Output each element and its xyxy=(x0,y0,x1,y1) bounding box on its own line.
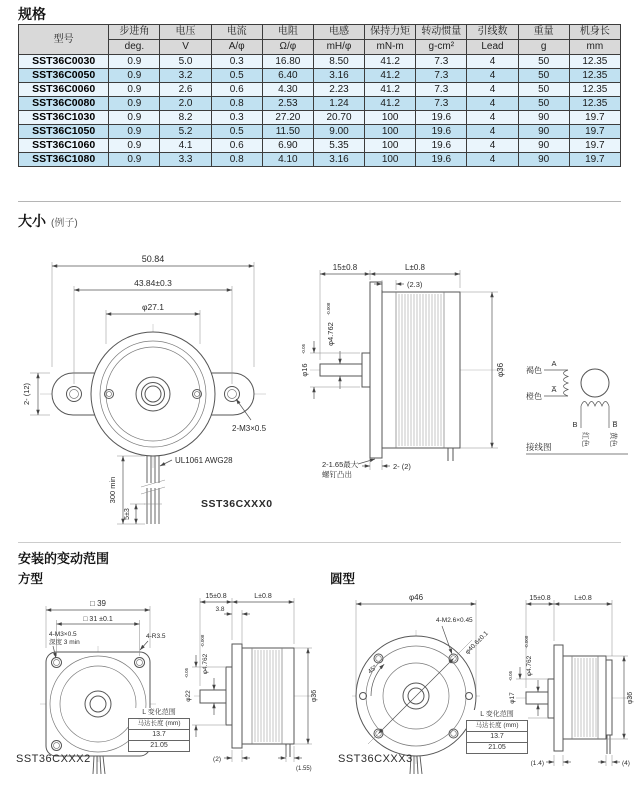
coil-b-symbol xyxy=(581,402,609,407)
spec-table-row xyxy=(19,111,621,125)
spec-value-cell: 12.35 xyxy=(569,97,620,111)
spec-table xyxy=(18,24,621,167)
section-divider xyxy=(18,542,621,543)
l-table-value: 21.05 xyxy=(129,740,189,751)
phase-b-bar-label: B̅ xyxy=(612,420,618,429)
spec-value-cell: 4.10 xyxy=(262,153,313,167)
lead-brown-label: 褐色 xyxy=(526,366,542,375)
square-type-heading: 方型 xyxy=(18,572,44,586)
spec-value-cell: 0.9 xyxy=(109,83,160,97)
dim-front-step-label: (2.3) xyxy=(407,280,423,289)
size-heading-text: 大小 xyxy=(18,213,46,229)
l-table-value: 13.7 xyxy=(129,729,189,740)
spec-value-cell: 4 xyxy=(467,69,518,83)
spec-value-cell: 41.2 xyxy=(365,55,416,69)
shaft-dia-tolerance: -0.008 xyxy=(524,635,529,649)
dim-overall-width-label: 50.84 xyxy=(141,254,165,264)
shaft-dia-tolerance: -0.008 xyxy=(200,634,205,648)
spec-value-cell: 2.0 xyxy=(160,97,211,111)
phase-a-label: A xyxy=(551,359,557,368)
boss-dia-label: φ22 xyxy=(185,690,192,702)
spec-value-cell: 12.35 xyxy=(569,69,620,83)
round-side-view-drawing xyxy=(510,584,636,776)
spec-model-cell: SST36C0060 xyxy=(19,83,109,97)
spec-value-cell: 0.3 xyxy=(211,55,262,69)
dim-plate-label: (2) xyxy=(213,756,221,763)
body-dia-label: φ36 xyxy=(496,362,505,378)
square-model-label: SST36CXXX2 xyxy=(16,753,91,765)
spec-value-cell: 3.16 xyxy=(313,69,364,83)
spec-value-cell: 0.5 xyxy=(211,69,262,83)
spec-value-cell: 100 xyxy=(365,153,416,167)
square-hole-span-label: □ 31 ±0.1 xyxy=(83,616,113,623)
size-front-view-drawing xyxy=(18,236,303,538)
spec-value-cell: 20.70 xyxy=(313,111,364,125)
spec-value-cell: 0.5 xyxy=(211,125,262,139)
wiring-symbols xyxy=(526,359,628,454)
col-header: 步进角 xyxy=(109,25,160,40)
dim-ear-label: 2- (12) xyxy=(22,382,31,406)
size-model-label: SST36CXXX0 xyxy=(201,498,273,510)
col-unit: V xyxy=(160,40,211,55)
spec-value-cell: 1.24 xyxy=(313,97,364,111)
col-header: 保持力矩 xyxy=(365,25,416,40)
boss-dia-label: φ16 xyxy=(300,363,309,377)
spec-value-cell: 90 xyxy=(518,125,569,139)
lead-orange-label: 橙色 xyxy=(526,392,542,401)
bolt-circle-dim-label: φ40.6±0.1 xyxy=(464,630,490,656)
dim-body-length-label: L±0.8 xyxy=(254,593,272,600)
col-header: 电压 xyxy=(160,25,211,40)
spec-value-cell: 90 xyxy=(518,139,569,153)
spec-value-cell: 5.2 xyxy=(160,125,211,139)
spec-value-cell: 4 xyxy=(467,83,518,97)
spec-value-cell: 2.23 xyxy=(313,83,364,97)
dim-hole-span-label: 43.84±0.3 xyxy=(134,278,172,288)
spec-model-cell: SST36C0050 xyxy=(19,69,109,83)
col-unit: g xyxy=(518,40,569,55)
dim-body-length-label: L±0.8 xyxy=(574,595,592,602)
boss-dia-tolerance: -0.05 xyxy=(184,667,189,679)
dim-plate-label: (1.4) xyxy=(530,760,544,767)
spec-value-cell: 100 xyxy=(365,111,416,125)
spec-value-cell: 7.3 xyxy=(416,69,467,83)
spec-value-cell: 5.35 xyxy=(313,139,364,153)
l-table-title: L 变化范围 xyxy=(142,709,176,716)
col-unit: Lead xyxy=(467,40,518,55)
section-divider xyxy=(18,201,621,202)
spec-value-cell: 19.7 xyxy=(569,111,620,125)
round-model-label: SST36CXXX3 xyxy=(338,753,413,765)
col-unit: mH/φ xyxy=(313,40,364,55)
spec-value-cell: 2.53 xyxy=(262,97,313,111)
size-side-view-drawing xyxy=(300,252,512,484)
spec-value-cell: 90 xyxy=(518,153,569,167)
spec-value-cell: 0.9 xyxy=(109,97,160,111)
col-unit: deg. xyxy=(109,40,160,55)
wire-length-label: 300 min xyxy=(108,476,117,504)
spec-value-cell: 50 xyxy=(518,69,569,83)
spec-value-cell: 0.9 xyxy=(109,125,160,139)
spec-value-cell: 0.6 xyxy=(211,83,262,97)
spec-table-row xyxy=(19,125,621,139)
spec-model-cell: SST36C1030 xyxy=(19,111,109,125)
wire-spec-label: UL1061 AWG28 xyxy=(175,456,233,465)
col-header: 引线数 xyxy=(467,25,518,40)
spec-table-row xyxy=(19,97,621,111)
spec-table-row xyxy=(19,153,621,167)
l-table-header: 马达长度 (mm) xyxy=(475,722,519,729)
size-side-outline xyxy=(310,282,505,461)
strip-length-label: 5±3 xyxy=(124,508,131,520)
spec-model-cell: SST36C1050 xyxy=(19,125,109,139)
spec-value-cell: 27.20 xyxy=(262,111,313,125)
spec-value-cell: 11.50 xyxy=(262,125,313,139)
screw-protrusion-note-1: 2-1.65最大 xyxy=(322,460,359,469)
spec-value-cell: 90 xyxy=(518,111,569,125)
col-unit: mm xyxy=(569,40,620,55)
spec-table-body xyxy=(19,55,621,167)
spec-value-cell: 5.0 xyxy=(160,55,211,69)
dim-pins-label: 2- (2) xyxy=(393,462,411,471)
spec-value-cell: 4 xyxy=(467,111,518,125)
wiring-diagram-label: 接线图 xyxy=(526,442,552,452)
spec-table-header xyxy=(19,25,621,55)
spec-model-cell: SST36C0030 xyxy=(19,55,109,69)
phase-b-label: B xyxy=(572,420,578,429)
size-section-heading xyxy=(18,211,78,231)
spec-value-cell: 12.35 xyxy=(569,83,620,97)
spec-model-cell: SST36C0080 xyxy=(19,97,109,111)
spec-value-cell: 41.2 xyxy=(365,69,416,83)
spec-table-row xyxy=(19,83,621,97)
round-outer-dim-label: φ46 xyxy=(408,593,424,602)
spec-value-cell: 19.7 xyxy=(569,125,620,139)
spec-value-cell: 8.50 xyxy=(313,55,364,69)
dim-shaft-ext-label: 15±0.8 xyxy=(529,595,551,602)
spec-value-cell: 3.2 xyxy=(160,69,211,83)
col-unit: A/φ xyxy=(211,40,262,55)
screw-protrusion-note-2: 螺钉凸出 xyxy=(322,470,352,479)
square-tap-label: 4-M3×0.5 xyxy=(49,631,77,638)
spec-value-cell: 19.7 xyxy=(569,139,620,153)
col-unit: mN-m xyxy=(365,40,416,55)
spec-value-cell: 4 xyxy=(467,55,518,69)
l-table-header: 马达长度 (mm) xyxy=(137,720,181,727)
size-heading-note: (例子) xyxy=(51,218,78,229)
spec-value-cell: 19.6 xyxy=(416,139,467,153)
spec-value-cell: 8.2 xyxy=(160,111,211,125)
l-table-value: 13.7 xyxy=(467,731,527,742)
l-range-table-square xyxy=(128,708,190,752)
spec-value-cell: 0.9 xyxy=(109,55,160,69)
spec-value-cell: 0.8 xyxy=(211,153,262,167)
spec-value-cell: 16.80 xyxy=(262,55,313,69)
body-dia-label: φ36 xyxy=(311,689,318,703)
l-table-value: 21.05 xyxy=(467,742,527,753)
spec-model-cell: SST36C1080 xyxy=(19,153,109,167)
round-tap-label: 4-M2.6×0.45 xyxy=(436,617,473,624)
col-header: 重量 xyxy=(518,25,569,40)
spec-value-cell: 41.2 xyxy=(365,97,416,111)
shaft-dia-tolerance: -0.008 xyxy=(326,302,331,316)
lead-yellow-label: 黄色 xyxy=(609,432,618,447)
spec-value-cell: 100 xyxy=(365,125,416,139)
dim-rear-label: (4) xyxy=(622,760,630,767)
dim-shaft-ext-label: 15±0.8 xyxy=(205,593,227,600)
dim-shaft-ext-label: 15±0.8 xyxy=(332,263,358,272)
l-range-table-round xyxy=(466,710,528,754)
wiring-diagram xyxy=(524,336,632,466)
spec-value-cell: 0.3 xyxy=(211,111,262,125)
tap-size-label: 2-M3×0.5 xyxy=(232,424,267,433)
shaft-dia-label: φ4.762 xyxy=(202,653,209,675)
body-dia-label: φ36 xyxy=(627,691,634,705)
spec-value-cell: 7.3 xyxy=(416,97,467,111)
square-outer-dim-label: □ 39 xyxy=(90,599,106,608)
spec-value-cell: 19.7 xyxy=(569,153,620,167)
round-angle-label: 45° xyxy=(366,663,379,676)
square-side-outline xyxy=(194,644,314,757)
spec-value-cell: 100 xyxy=(365,139,416,153)
spec-value-cell: 9.00 xyxy=(313,125,364,139)
round-type-heading: 圆型 xyxy=(330,572,356,586)
col-unit: g-cm² xyxy=(416,40,467,55)
col-header-model: 型号 xyxy=(19,25,109,55)
spec-value-cell: 50 xyxy=(518,83,569,97)
spec-value-cell: 19.6 xyxy=(416,111,467,125)
spec-value-cell: 6.40 xyxy=(262,69,313,83)
dim-body-length-label: L±0.8 xyxy=(405,263,425,272)
mount-section-heading: 安装的变动范围 xyxy=(18,551,110,566)
spec-value-cell: 0.9 xyxy=(109,69,160,83)
spec-value-cell: 3.3 xyxy=(160,153,211,167)
dim-rear-label: (1.55) xyxy=(296,766,312,772)
spec-value-cell: 19.6 xyxy=(416,125,467,139)
col-header: 电流 xyxy=(211,25,262,40)
spec-value-cell: 0.8 xyxy=(211,97,262,111)
spec-value-cell: 7.3 xyxy=(416,83,467,97)
spec-value-cell: 4.1 xyxy=(160,139,211,153)
spec-table-row xyxy=(19,55,621,69)
spec-value-cell: 50 xyxy=(518,55,569,69)
col-header: 电感 xyxy=(313,25,364,40)
col-header: 转动惯量 xyxy=(416,25,467,40)
spec-section-heading: 规格 xyxy=(18,6,46,22)
shaft-dia-label: φ4.762 xyxy=(526,655,533,677)
spec-value-cell: 0.9 xyxy=(109,139,160,153)
square-front-dimensions xyxy=(46,599,166,658)
spec-value-cell: 4 xyxy=(467,125,518,139)
spec-value-cell: 12.35 xyxy=(569,55,620,69)
spec-table-row xyxy=(19,139,621,153)
spec-value-cell: 0.9 xyxy=(109,153,160,167)
spec-value-cell: 3.16 xyxy=(313,153,364,167)
square-side-view-drawing xyxy=(186,584,320,776)
round-side-outline xyxy=(516,645,632,754)
boss-dia-label: φ17 xyxy=(509,692,516,704)
square-tap-depth-label: 深度 3 min xyxy=(49,639,80,646)
l-table-title: L 变化范围 xyxy=(480,711,514,718)
square-corner-radius-label: 4-R3.5 xyxy=(146,633,166,640)
lead-red-label: 红色 xyxy=(581,432,590,447)
boss-dia-tolerance: -0.05 xyxy=(301,343,306,355)
spec-value-cell: 0.9 xyxy=(109,111,160,125)
spec-value-cell: 6.90 xyxy=(262,139,313,153)
spec-value-cell: 4.30 xyxy=(262,83,313,97)
col-header: 机身长 xyxy=(569,25,620,40)
spec-value-cell: 19.6 xyxy=(416,153,467,167)
spec-value-cell: 50 xyxy=(518,97,569,111)
shaft-dia-label: φ4.762 xyxy=(326,322,335,346)
boss-dia-tolerance: -0.05 xyxy=(508,670,513,682)
coil-a-symbol xyxy=(564,370,569,396)
col-unit: Ω/φ xyxy=(262,40,313,55)
phase-a-bar-label: A̅ xyxy=(551,385,557,394)
spec-value-cell: 4 xyxy=(467,97,518,111)
spec-value-cell: 0.6 xyxy=(211,139,262,153)
rotor-symbol xyxy=(581,369,609,397)
dim-face-dia-label: φ27.1 xyxy=(141,302,165,312)
spec-value-cell: 4 xyxy=(467,153,518,167)
spec-model-cell: SST36C1060 xyxy=(19,139,109,153)
dim-boss-length-label: 3.8 xyxy=(215,606,225,613)
spec-value-cell: 4 xyxy=(467,139,518,153)
spec-value-cell: 2.6 xyxy=(160,83,211,97)
col-header: 电阻 xyxy=(262,25,313,40)
spec-table-row xyxy=(19,69,621,83)
spec-value-cell: 7.3 xyxy=(416,55,467,69)
spec-value-cell: 41.2 xyxy=(365,83,416,97)
